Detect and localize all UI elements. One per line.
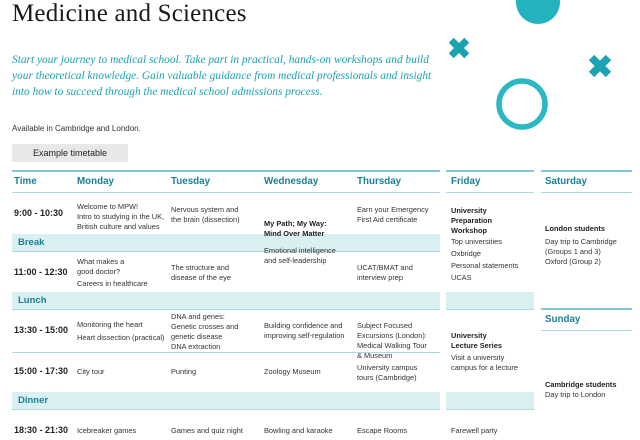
sunday-info [545,380,616,400]
cell-line: Intro to studying in the UK, [77,212,165,221]
cell-line: good doctor? [77,267,121,276]
thursday-session-3 [357,321,427,361]
header-tuesday: Tuesday [171,176,211,187]
cell-line: (Groups 1 and 3) [545,247,601,256]
header-rule [12,170,440,172]
cell-line: UCAT/BMAT and [357,263,413,272]
cell-line: campus for a lecture [451,363,518,372]
cell-line: Emotional intelligence [264,246,336,255]
cell-line: First Aid certificate [357,215,418,224]
friday-session-3 [451,331,518,373]
header-wednesday: Wednesday [264,176,319,187]
thursday-session-1 [357,205,428,225]
availability-text: Available in Cambridge and London. [12,124,141,133]
ring-shape [499,81,545,127]
sunday-rule [541,330,632,331]
lunch-band [12,292,440,309]
cell-line: improving self-regulation [264,331,345,340]
tuesday-session-5: Games and quiz night [171,426,243,435]
cell-line: The structure and [171,263,229,272]
cell-line: Subject Focused [357,321,413,330]
break-band [12,234,440,251]
thursday-session-5: Escape Rooms [357,426,408,435]
break-label: Break [18,237,45,248]
row-rule [12,251,440,252]
cell-line: the brain (dissection) [171,215,240,224]
cell-line: and self-leadership [264,256,327,265]
intro-text: Start your journey to medical school. Take part in practical, hands-on workshops and build your theoretical knowledge. Gain valuable guidance from medical professionals and insight into how to succeed through the medical school admissions process. [12,54,432,98]
header-rule [12,192,440,193]
cell-line: Heart dissection (practical) [77,333,165,342]
cell-line: Welcome to MPW! [77,202,139,211]
cell-line: Oxford (Group 2) [545,257,601,266]
cell-line: Careers in healthcare [77,279,148,288]
cell-line: Genetic crosses and [171,322,239,331]
example-timetable-button[interactable]: Example timetable [12,144,128,162]
header-saturday: Saturday [545,176,587,187]
time-slot: 9:00 - 10:30 [14,208,64,218]
lunch-label: Lunch [18,295,47,306]
time-slot: 15:00 - 17:30 [14,366,69,376]
cell-line: Building confidence and [264,321,343,330]
cell-line: University [451,331,487,340]
cell-line: What makes a [77,257,125,266]
time-slot: 11:00 - 12:30 [14,267,68,277]
circle-shape [516,0,560,24]
cell-line: genetic disease [171,332,223,341]
cell-line: Lecture Series [451,341,502,350]
cell-line: Monitoring the heart [77,320,143,329]
dinner-label: Dinner [18,395,49,406]
thursday-session-2 [357,263,413,283]
sunday-rule [541,308,632,310]
header-rule [446,170,534,172]
header-friday: Friday [451,176,481,187]
cell-line: Day trip to Cambridge [545,237,617,246]
cell-line: Workshop [451,226,487,235]
cell-line: & Museum [357,351,393,360]
header-rule [541,170,632,172]
cell-line: Cambridge students [545,380,617,389]
cell-line: Day trip to London [545,390,606,399]
row-rule [12,409,440,410]
cell-line: disease of the eye [171,273,231,282]
cross-shape [443,32,474,63]
cell-line: Nervous system and [171,205,239,214]
wednesday-session-3 [264,321,345,341]
wednesday-session-5: Bowling and karaoke [264,426,333,435]
cell-line: Preparation [451,216,493,225]
cross-shape [583,49,617,83]
tuesday-session-2 [171,263,231,283]
saturday-info [545,224,617,267]
row-rule [12,309,440,310]
dinner-band [12,392,440,409]
header-rule [446,192,534,193]
cell-line: University campus [357,363,418,372]
header-monday: Monday [77,176,115,187]
cell-line: tours (Cambridge) [357,373,417,382]
time-slot: 13:30 - 15:00 [14,325,69,335]
row-rule [446,309,534,310]
monday-session-4: City tour [77,367,105,376]
cell-line: Medical Walking Tour [357,341,427,350]
tuesday-session-4: Punting [171,367,197,376]
friday-session-2 [451,237,518,283]
row-rule [446,409,534,410]
cell-line: Oxbridge [451,249,481,258]
cell-line: London students [545,224,605,233]
monday-session-5: Icebreaker games [77,426,137,435]
monday-session-3 [77,320,165,343]
time-slot: 18:30 - 21:30 [14,425,69,435]
cell-line: Visit a university [451,353,505,362]
lunch-band-friday [446,292,534,309]
cell-line: interview prep [357,273,404,282]
thursday-session-4 [357,363,417,383]
cell-line: UCAS [451,273,472,282]
cell-line: University [451,206,487,215]
wednesday-session-4: Zoology Museum [264,367,321,376]
wednesday-session-1 [264,219,327,239]
monday-session-2 [77,257,148,289]
header-sunday: Sunday [545,314,581,325]
monday-session-1 [77,202,164,232]
header-rule [541,192,632,193]
header-time: Time [14,176,37,187]
cell-line: DNA and genes: [171,312,225,321]
wednesday-session-2 [264,246,336,266]
cell-line: Mind Over Matter [264,229,325,238]
header-thursday: Thursday [357,176,402,187]
dinner-band-friday [446,392,534,409]
cell-line: Top universities [451,237,502,246]
cell-line: DNA extraction [171,342,221,351]
tuesday-session-1 [171,205,240,225]
cell-line: Personal statements [451,261,519,270]
friday-session-5: Farewell party [451,426,498,435]
tuesday-session-3 [171,312,238,352]
cell-line: My Path; My Way: [264,219,327,228]
cell-line: Excursions (London): [357,331,427,340]
cell-line: British culture and values [77,222,160,231]
cell-line: Earn your Emergency [357,205,429,214]
friday-session-1 [451,206,492,236]
page-title: Medicine and Sciences [12,0,247,27]
